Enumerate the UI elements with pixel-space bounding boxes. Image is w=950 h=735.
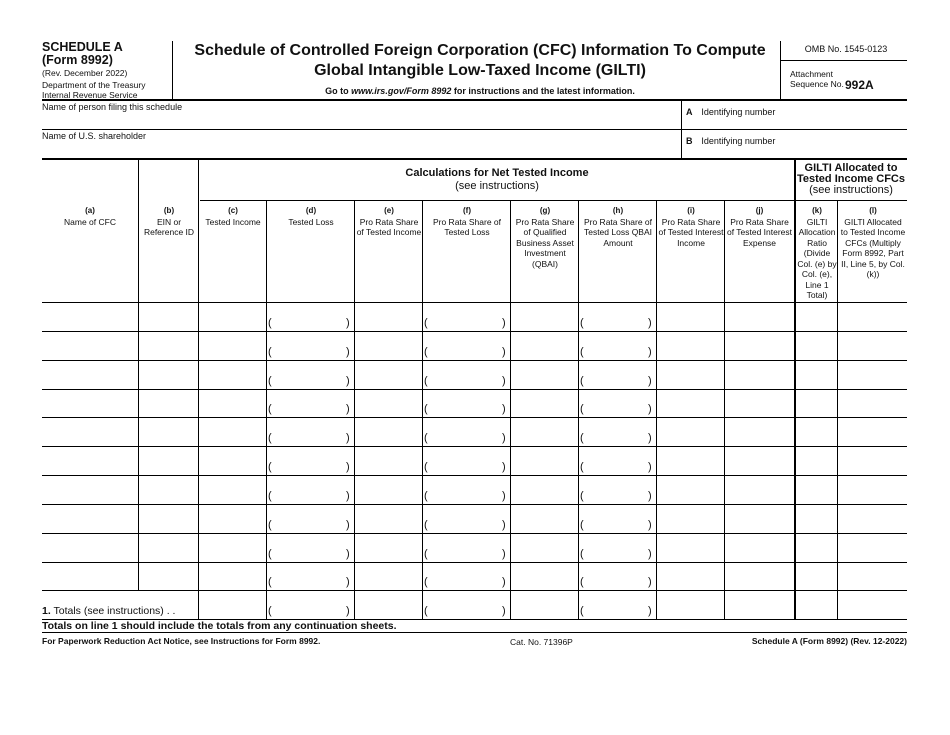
sequence-number: 992A [845, 78, 874, 92]
col-divider-ef [422, 200, 423, 619]
paren-close-h-row-10: ) [648, 576, 652, 588]
paren-open-d-row-7: ( [268, 490, 272, 502]
paren-open-f-row-9: ( [424, 548, 428, 560]
paren-close-f-row-7: ) [502, 490, 506, 502]
identifying-number-a-label: A Identifying number [686, 107, 776, 117]
paren-open-h-row-1: ( [580, 317, 584, 329]
header-bottom-rule [42, 99, 907, 101]
column-header-l: (l) GILTI Allocated to Tested Income CFCs (Multiply Form 8992, Part II, Line 5, by Col. (k)) [840, 206, 906, 279]
col-divider-ab [138, 159, 139, 590]
paren-close-h-row-3: ) [648, 375, 652, 387]
col-divider-gh [578, 200, 579, 619]
identifying-number-a-field[interactable] [686, 114, 906, 128]
paperwork-notice: For Paperwork Reduction Act Notice, see Instructions for Form 8992. [42, 636, 321, 646]
column-header-h: (h) Pro Rata Share of Tested Loss QBAI Amount [583, 206, 653, 248]
paren-open-f-row-8: ( [424, 519, 428, 531]
totals-note: Totals on line 1 should include the totals from any continuation sheets. [42, 620, 397, 632]
paren-open-f-row-3: ( [424, 375, 428, 387]
paren-open-d-row-2: ( [268, 346, 272, 358]
paren-open-f-row-11: ( [424, 605, 428, 617]
paren-open-f-row-4: ( [424, 403, 428, 415]
person-filing-field[interactable] [42, 114, 680, 128]
column-header-k: (k) GILTI Allocation Ratio (Divide Col. (e) by Col. (e), Line 1 Total) [797, 206, 837, 300]
paren-close-f-row-4: ) [502, 403, 506, 415]
gilti-section-title: GILTI Allocated to Tested Income CFCs (see instructions) [797, 162, 905, 196]
attachment-label: Attachment Sequence No. [790, 69, 844, 89]
row-rule-9 [42, 562, 907, 563]
field-row-divider [42, 129, 907, 130]
col-divider-de [354, 200, 355, 619]
paren-close-h-row-8: ) [648, 519, 652, 531]
field-column-divider [681, 100, 682, 158]
column-header-f: (f) Pro Rata Share of Tested Loss [432, 206, 502, 237]
revision-date: (Rev. December 2022) [42, 68, 128, 78]
paren-open-f-row-7: ( [424, 490, 428, 502]
header-divider-left [172, 41, 173, 100]
paren-close-d-row-8: ) [346, 519, 350, 531]
paren-open-h-row-6: ( [580, 461, 584, 473]
paren-close-d-row-9: ) [346, 548, 350, 560]
paren-open-d-row-11: ( [268, 605, 272, 617]
paren-open-h-row-11: ( [580, 605, 584, 617]
row-rule-5 [42, 446, 907, 447]
paren-close-f-row-8: ) [502, 519, 506, 531]
col-divider-cd [266, 200, 267, 619]
paren-close-h-row-11: ) [648, 605, 652, 617]
paren-open-h-row-10: ( [580, 576, 584, 588]
paren-open-d-row-4: ( [268, 403, 272, 415]
col-divider-jk [794, 159, 796, 619]
paren-close-f-row-3: ) [502, 375, 506, 387]
paren-close-d-row-2: ) [346, 346, 350, 358]
paren-open-h-row-2: ( [580, 346, 584, 358]
paren-open-h-row-8: ( [580, 519, 584, 531]
totals-line-label: 1. Totals (see instructions) . . [42, 605, 176, 617]
paren-close-h-row-2: ) [648, 346, 652, 358]
column-header-d: (d) Tested Loss [288, 206, 334, 227]
col-divider-ij [724, 200, 725, 619]
column-header-rule [42, 302, 907, 303]
paren-close-h-row-5: ) [648, 432, 652, 444]
paren-close-f-row-11: ) [502, 605, 506, 617]
row-rule-8 [42, 533, 907, 534]
paren-open-h-row-9: ( [580, 548, 584, 560]
form-number: (Form 8992) [42, 53, 113, 67]
paren-close-d-row-10: ) [346, 576, 350, 588]
column-header-g: (g) Pro Rata Share of Qualified Business Asset Investment (QBAI) [515, 206, 575, 269]
schedule-label: SCHEDULE A [42, 40, 123, 54]
paren-close-d-row-5: ) [346, 432, 350, 444]
fields-bottom-rule [42, 158, 907, 160]
column-header-i: (i) Pro Rata Share of Tested Interest Income [658, 206, 724, 248]
department: Department of the Treasury [42, 80, 146, 90]
paren-close-d-row-7: ) [346, 490, 350, 502]
omb-underline [780, 60, 907, 61]
paren-close-d-row-3: ) [346, 375, 350, 387]
omb-number: OMB No. 1545-0123 [804, 44, 888, 54]
paren-open-h-row-5: ( [580, 432, 584, 444]
paren-close-h-row-9: ) [648, 548, 652, 560]
footer-form-id: Schedule A (Form 8992) (Rev. 12-2022) [751, 636, 907, 646]
shareholder-field[interactable] [42, 143, 680, 157]
paren-open-d-row-10: ( [268, 576, 272, 588]
paren-open-d-row-1: ( [268, 317, 272, 329]
column-header-a: (a) Name of CFC [64, 206, 116, 227]
paren-open-d-row-6: ( [268, 461, 272, 473]
paren-open-f-row-1: ( [424, 317, 428, 329]
paren-close-d-row-6: ) [346, 461, 350, 473]
paren-open-h-row-3: ( [580, 375, 584, 387]
paren-open-f-row-5: ( [424, 432, 428, 444]
paren-close-f-row-5: ) [502, 432, 506, 444]
paren-close-f-row-1: ) [502, 317, 506, 329]
paren-close-d-row-4: ) [346, 403, 350, 415]
col-divider-hi [656, 200, 657, 619]
paren-open-f-row-2: ( [424, 346, 428, 358]
paren-close-h-row-7: ) [648, 490, 652, 502]
paren-close-f-row-9: ) [502, 548, 506, 560]
note-rule [42, 632, 907, 633]
paren-open-d-row-9: ( [268, 548, 272, 560]
paren-close-d-row-11: ) [346, 605, 350, 617]
paren-open-h-row-4: ( [580, 403, 584, 415]
paren-close-f-row-6: ) [502, 461, 506, 473]
instructions-link-text: Go to www.irs.gov/Form 8992 for instructions and the latest information. [325, 86, 635, 96]
column-header-b: (b) EIN or Reference ID [143, 206, 195, 237]
col-divider-kl [837, 200, 838, 619]
row-rule-10 [42, 590, 907, 591]
person-filing-label: Name of person filing this schedule [42, 102, 183, 112]
paren-close-f-row-10: ) [502, 576, 506, 588]
paren-open-f-row-6: ( [424, 461, 428, 473]
column-header-c: (c) Tested Income [205, 206, 261, 227]
column-header-e: (e) Pro Rata Share of Tested Income [356, 206, 422, 237]
paren-open-d-row-3: ( [268, 375, 272, 387]
paren-open-h-row-7: ( [580, 490, 584, 502]
header-divider-right [780, 41, 781, 100]
paren-open-f-row-10: ( [424, 576, 428, 588]
row-rule-6 [42, 475, 907, 476]
service: Internal Revenue Service [42, 90, 138, 100]
paren-close-f-row-2: ) [502, 346, 506, 358]
identifying-number-b-field[interactable] [686, 143, 906, 157]
paren-close-h-row-4: ) [648, 403, 652, 415]
instructions-url[interactable]: www.irs.gov/Form 8992 [351, 86, 452, 96]
row-rule-1 [42, 331, 907, 332]
row-rule-7 [42, 504, 907, 505]
form-title-line1: Schedule of Controlled Foreign Corporation (CFC) Information To Compute [194, 42, 766, 59]
form-title-line2: Global Intangible Low-Taxed Income (GILTI) [314, 62, 646, 79]
calculations-section-title: Calculations for Net Tested Income (see instructions) [405, 167, 589, 192]
col-divider-fg [510, 200, 511, 619]
catalog-number: Cat. No. 71396P [510, 637, 573, 647]
paren-open-d-row-8: ( [268, 519, 272, 531]
paren-close-h-row-1: ) [648, 317, 652, 329]
row-rule-3 [42, 389, 907, 390]
paren-close-d-row-1: ) [346, 317, 350, 329]
row-rule-2 [42, 360, 907, 361]
paren-close-h-row-6: ) [648, 461, 652, 473]
col-divider-bc [198, 159, 199, 619]
column-header-j: (j) Pro Rata Share of Tested Interest Expense [726, 206, 793, 248]
paren-open-d-row-5: ( [268, 432, 272, 444]
row-rule-4 [42, 417, 907, 418]
identifying-number-b-label: B Identifying number [686, 136, 776, 146]
shareholder-label: Name of U.S. shareholder [42, 131, 147, 141]
section-header-rule [200, 200, 907, 201]
